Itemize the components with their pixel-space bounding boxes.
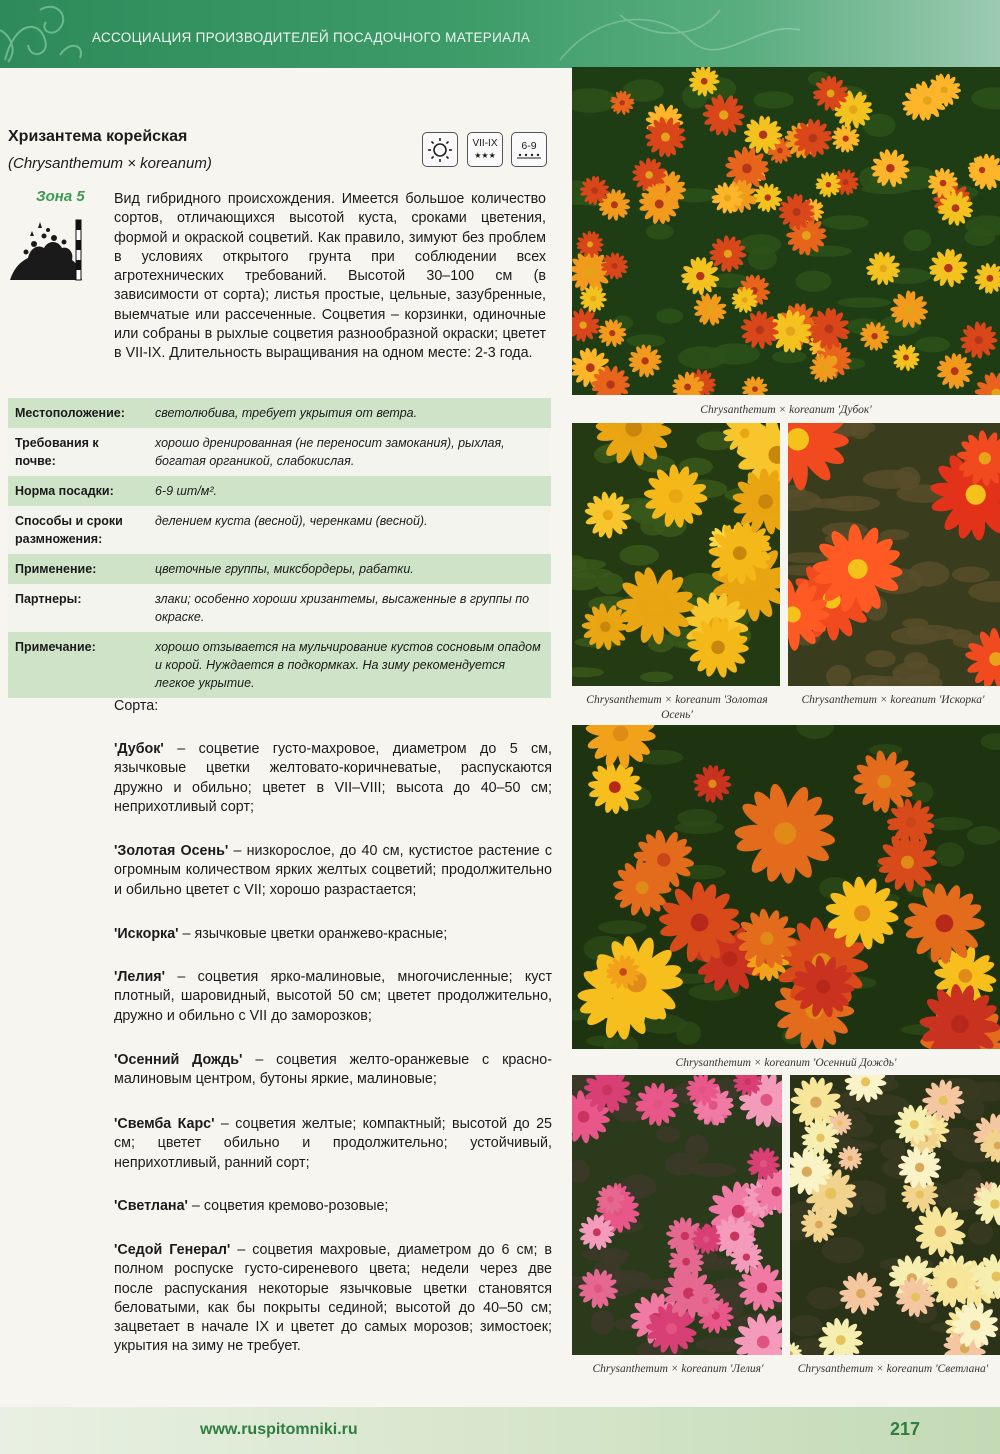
planting-density-box [511,132,547,167]
table-row [8,398,551,428]
photo-svetlana [790,1075,1000,1355]
variety-item [114,925,552,944]
photo-dubok-image [572,67,1000,395]
leaf [865,650,895,667]
photo-caption: Chrysanthemum × koreanum 'Лелия' [592,1363,764,1375]
footer-band [0,1407,1000,1454]
planting-density-icon [516,152,542,160]
table-row [8,584,551,632]
leaf [837,297,890,308]
variety-item [114,1115,552,1173]
leaf [915,337,950,353]
leaf [598,920,647,934]
row-value: злаки; особенно хороши хризантемы, высаженные в группы по окраске. [155,592,530,624]
row-label: Местоположение: [15,406,125,420]
bloom-months: VII-IX [472,137,498,149]
light-requirement-box [422,132,458,167]
leaf [602,1249,627,1266]
plant-title: Хризантема корейская [8,128,188,145]
row-value: хорошо отзывается на мульчирование кустов сосновым опадом и корой. Нуждается в подкормках. На зиму рекомендуется легкое укрытие. [155,640,541,690]
row-value: хорошо дренированная (не переносит замокания), рыхлая, богатая органикой, слабокислая. [155,436,505,468]
leaf [822,1237,864,1263]
photo-leliya-image [572,1075,782,1355]
header-band [0,0,1000,68]
leaf [626,334,665,347]
row-label: Применение: [15,562,97,576]
variety-text: – соцветия махровые, диаметром до 6 см; в полном роспуске густо-сиреневого цвета; недели через две после распускания некоторые язычковые цветки становятся беловатыми, как бы покрыты сединой; высотой до 40–50 см; зацветает в начале IX и цветет до самых морозов; зимостоек; укрытия на зиму не требует. [114,1242,553,1355]
leaf [640,672,673,683]
variety-item [114,740,552,817]
bloom-period-box [467,132,503,167]
hardiness-zone: Зона 5 [36,188,85,205]
variety-item [114,1051,552,1090]
leaf [640,517,665,536]
row-label: Требования к почве: [15,436,99,468]
variety-text: – соцветия желтые; компактный; высотой до 25 см; цветет обильно и продолжительно; устойчивый, неприхотливый, ранний сорт; [114,1116,553,1171]
photo-zolotaya-osen [572,423,780,686]
leaf [935,842,964,866]
photo-osenniy-dozhd-image [572,725,1000,1049]
variety-text: – низкорослое, до 40 см, кустистое растение с огромным количеством ярких желтых соцветий; продолжительно и обильно цветет с VII; хорошо разрастается; [114,843,552,898]
info-table [8,398,551,698]
row-value: делением куста (весной), черенками (весной). [155,514,428,528]
variety-item [114,1197,552,1216]
leaf [869,744,902,756]
variety-name: 'Искорка' [114,926,179,942]
photo-leliya [572,1075,782,1355]
photo-caption: Chrysanthemum × koreanum 'Дубок' [700,404,872,416]
table-row [8,476,551,506]
leaf [790,1315,822,1337]
leaf [619,545,658,566]
photo-caption: Chrysanthemum × koreanum 'Светлана' [797,1363,989,1375]
leaf [795,271,831,292]
plant-latin-name: (Chrysanthemum × koreanum) [8,155,212,172]
shrub-silhouette-icon [8,218,88,282]
table-row [8,506,551,554]
leaf [928,817,973,830]
leaf [686,1135,709,1161]
leaf [753,91,794,108]
variety-item [114,1241,552,1357]
variety-item [114,968,552,1026]
sun-icon [426,136,454,164]
variety-text: – соцветия кремово-розовые; [187,1198,389,1214]
row-label: Партнеры: [15,592,82,606]
row-value: 6-9 шт/м². [155,484,218,498]
leaf [772,350,807,363]
variety-text: – соцветия ярко-малиновые, многочисленные; куст плотный, шаровидный, высотой 50 см; цветет продолжительно, дружно и обильно с VII до заморозков; [114,969,552,1024]
leaf [908,561,949,586]
variety-text: – соцветия желто-оранжевые с красно-малиновым центром, бутоны яркие, малиновые; [114,1052,552,1088]
variety-name: 'Свемба Карс' [114,1116,215,1132]
table-row [8,554,551,584]
variety-item [114,842,552,900]
leaf [646,224,674,240]
leaf [952,566,990,582]
leaf [906,625,958,641]
leaf [892,661,939,686]
leaf [807,498,852,508]
photo-iskorka [788,423,1000,686]
varieties-heading: Сорта: [114,698,159,714]
leaf [863,470,917,489]
leaf [690,1163,736,1177]
variety-name: 'Светлана' [114,1198,188,1214]
variety-text: – соцветие густо-махровое, диаметром до 5 см, язычковые цветки желтовато-коричневатые, распускаются дружно и обильно; цветет в VII–VIII; высота до 40–50 см; неприхотливый сорт; [114,741,552,815]
photo-iskorka-image [788,423,1000,686]
row-value: цветочные группы, миксбордеры, рабатки. [155,562,414,576]
leaf [656,1126,680,1143]
leaf [822,215,869,229]
leaf [677,809,717,827]
footer-url[interactable]: www.ruspitomniki.ru [200,1421,358,1438]
leaf [903,229,931,251]
plant-description: Вид гибридного происхождения. Имеется большое количество сортов, отличающихся высотой куста, сроками цветения, формой и окраской соцветий. Как правило, зимуют без проблем в условиях открытого грунта при соблюдении всех агротехнических требований. Высотой 30–100 см (в зависимости от сорта); листья простые, цельные, зазубренные, выемчатые или рассеченные. Соцветия – корзинки, одиночные или собраны в рыхлые соцветия разнообразной окраски; цветет в VII-IX. Длительность выращивания на одном месте: 2-3 года. [114,191,546,362]
variety-text: – язычковые цветки оранжево-красные; [178,926,448,942]
leaf [591,1310,615,1334]
planting-density-value: 6-9 [521,139,537,152]
variety-name: 'Дубок' [114,741,164,757]
header-title: АССОЦИАЦИЯ ПРОИЗВОДИТЕЛЕЙ ПОСАДОЧНОГО МАТЕРИАЛА [92,30,531,45]
leaf [807,1287,843,1310]
photo-caption: Chrysanthemum × koreanum 'Золотая Осень' [586,694,768,721]
stars-icon: ★★★ [474,150,496,160]
table-row [8,632,551,698]
leaf [968,1222,994,1245]
photo-zolotaya-osen-image [572,423,780,686]
photo-caption: Chrysanthemum × koreanum 'Искорка' [801,694,985,706]
variety-name: 'Осенний Дождь' [114,1052,243,1068]
row-label: Способы и сроки размножения: [15,514,123,546]
photo-dubok [572,67,1000,395]
leaf [967,826,1000,845]
leaf [740,234,781,254]
leaf [656,308,683,323]
row-value: светолюбива, требует укрытия от ветра. [155,406,418,420]
table-row [8,428,551,476]
row-label: Примечание: [15,640,96,654]
row-label: Норма посадки: [15,484,114,498]
variety-name: 'Седой Генерал' [114,1242,231,1258]
photo-osenniy-dozhd [572,725,1000,1049]
photo-svetlana-image [790,1075,1000,1355]
variety-name: 'Лелия' [114,969,165,985]
variety-name: 'Золотая Осень' [114,843,229,859]
page-number: 217 [890,1419,921,1439]
photo-caption: Chrysanthemum × koreanum 'Осенний Дождь' [675,1057,897,1069]
